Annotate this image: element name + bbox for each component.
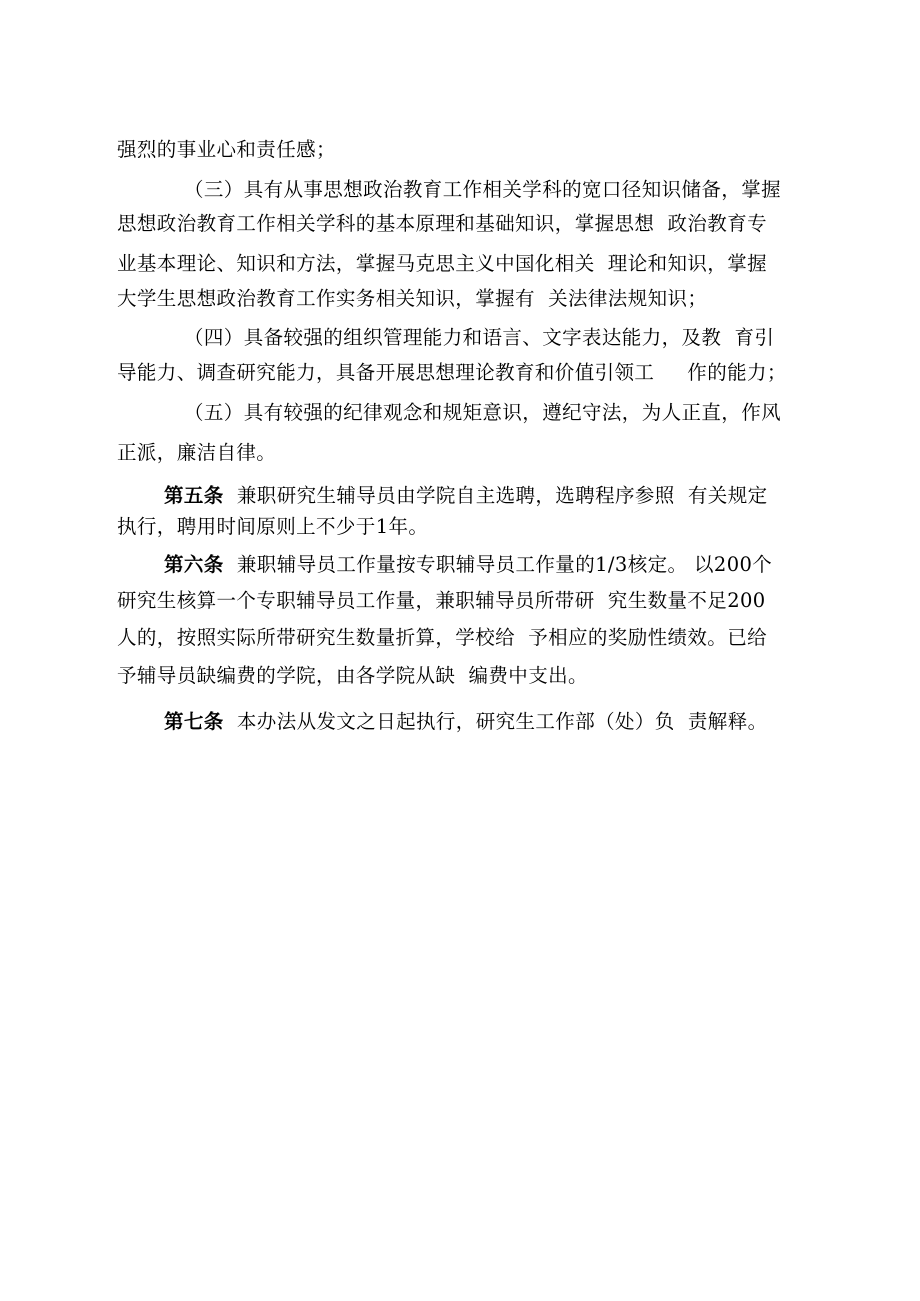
article6-text-1: 兼职辅导员工作量按专职辅导员工作量的1/3核定。 以200个: [236, 553, 773, 576]
item3-line-1: （三）具有从事思想政治教育工作相关学科的宽口径知识储备，掌握: [184, 178, 782, 201]
item4-line-1: （四）具备较强的组织管理能力和语言、文字表达能力，及教 育引: [184, 326, 775, 349]
item4-line-2: 导能力、调查研究能力，具备开展思想理论教育和价值引领工 作的能力；: [117, 361, 787, 384]
article6-line-4: 予辅导员缺编费的学院，由各学院从缺 编费中支出。: [117, 664, 588, 687]
article7-heading: 第七条: [164, 710, 224, 733]
article5-heading: 第五条: [164, 484, 224, 507]
article5-line-2: 执行，聘用时间原则上不少于1年。: [117, 515, 429, 538]
article6-line-2: 研究生核算一个专职辅导员工作量，兼职辅导员所带研 究生数量不足200: [117, 589, 766, 612]
item5-line-1: （五）具有较强的纪律观念和规矩意识，遵纪守法，为人正直，作风: [184, 401, 782, 424]
item5-line-2: 正派，廉洁自律。: [117, 441, 277, 464]
article6-heading: 第六条: [164, 553, 224, 576]
article7-text-1: 本办法从发文之日起执行，研究生工作部（处）负 责解释。: [236, 710, 768, 733]
article5-line-1: [164, 484, 768, 508]
item3-line-2: 思想政治教育工作相关学科的基本原理和基础知识，掌握思想 政治教育专: [117, 212, 767, 235]
article6-line-3: 人的，按照实际所带研究生数量折算，学校给 予相应的奖励性绩效。已给: [117, 626, 767, 649]
article6-line-1: [164, 553, 772, 577]
item2-tail-line: 强烈的事业心和责任感；: [117, 138, 336, 161]
article7-line-1: [164, 710, 768, 734]
item3-line-3: 业基本理论、知识和方法，掌握马克思主义中国化相关 理论和知识，掌握: [117, 252, 767, 275]
article5-text-1: 兼职研究生辅导员由学院自主选聘，选聘程序参照 有关规定: [236, 484, 768, 507]
item3-line-4: 大学生思想政治教育工作实务相关知识，掌握有 关法律法规知识；: [117, 287, 708, 310]
